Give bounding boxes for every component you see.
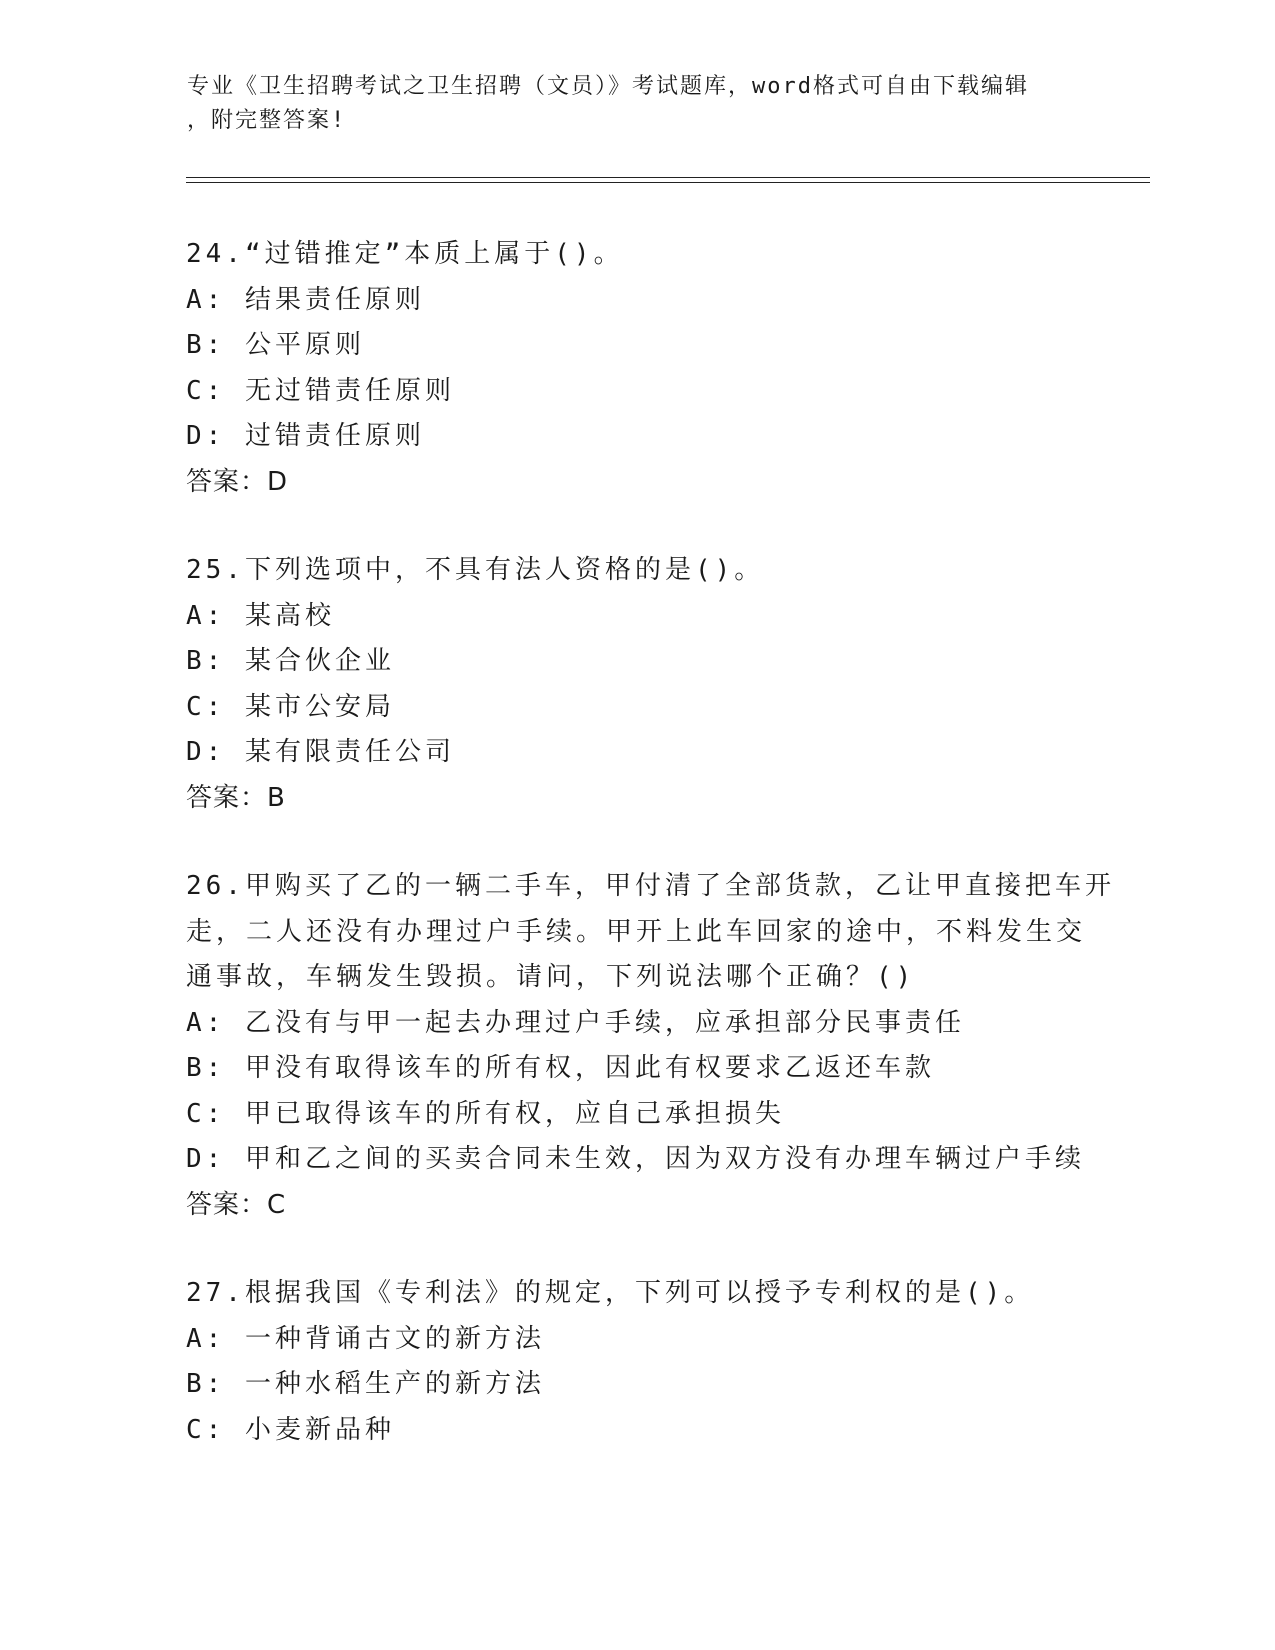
option-b: B: 某合伙企业 [186, 646, 395, 676]
question-25 [186, 548, 1146, 821]
header-line-1: 专业《卫生招聘考试之卫生招聘（文员）》考试题库，word格式可自由下载编辑 [187, 74, 1029, 99]
header-divider [186, 177, 1150, 183]
answer: 答案：C [186, 1189, 287, 1220]
option-a: A: 乙没有与甲一起去办理过户手续，应承担部分民事责任 [186, 1007, 965, 1038]
answer: 答案：D [186, 466, 289, 497]
question-list [186, 232, 1146, 1496]
question-stem: 24.“过错推定”本质上属于()。 [186, 239, 624, 269]
option-c: C: 无过错责任原则 [186, 375, 455, 406]
answer: 答案：B [186, 782, 286, 813]
option-b: B: 甲没有取得该车的所有权，因此有权要求乙返还车款 [186, 1053, 935, 1083]
option-d: D: 过错责任原则 [186, 421, 425, 451]
option-a: A: 某高校 [186, 600, 335, 631]
option-c: C: 小麦新品种 [186, 1414, 395, 1445]
option-c: C: 甲已取得该车的所有权，应自己承担损失 [186, 1098, 785, 1129]
option-d: D: 甲和乙之间的买卖合同未生效，因为双方没有办理车辆过户手续 [186, 1144, 1085, 1174]
question-stem: 27.根据我国《专利法》的规定，下列可以授予专利权的是()。 [186, 1278, 1035, 1308]
option-a: A: 结果责任原则 [186, 284, 425, 315]
question-27 [186, 1271, 1146, 1453]
header-line-2: ，附完整答案! [187, 108, 347, 133]
question-stem-line-2: 走，二人还没有办理过户手续。甲开上此车回家的途中，不料发生交 [186, 916, 1087, 947]
option-a: A: 一种背诵古文的新方法 [186, 1323, 545, 1354]
question-stem-line-3: 通事故，车辆发生毁损。请问，下列说法哪个正确？() [186, 962, 916, 992]
option-b: B: 公平原则 [186, 330, 365, 360]
question-26 [186, 864, 1146, 1228]
document-header [187, 70, 1087, 138]
option-c: C: 某市公安局 [186, 691, 395, 722]
question-stem-line-1: 26.甲购买了乙的一辆二手车，甲付清了全部货款，乙让甲直接把车开 [186, 871, 1115, 901]
option-d: D: 某有限责任公司 [186, 737, 455, 767]
option-b: B: 一种水稻生产的新方法 [186, 1369, 545, 1399]
question-stem: 25.下列选项中，不具有法人资格的是()。 [186, 555, 765, 585]
question-24 [186, 232, 1146, 505]
